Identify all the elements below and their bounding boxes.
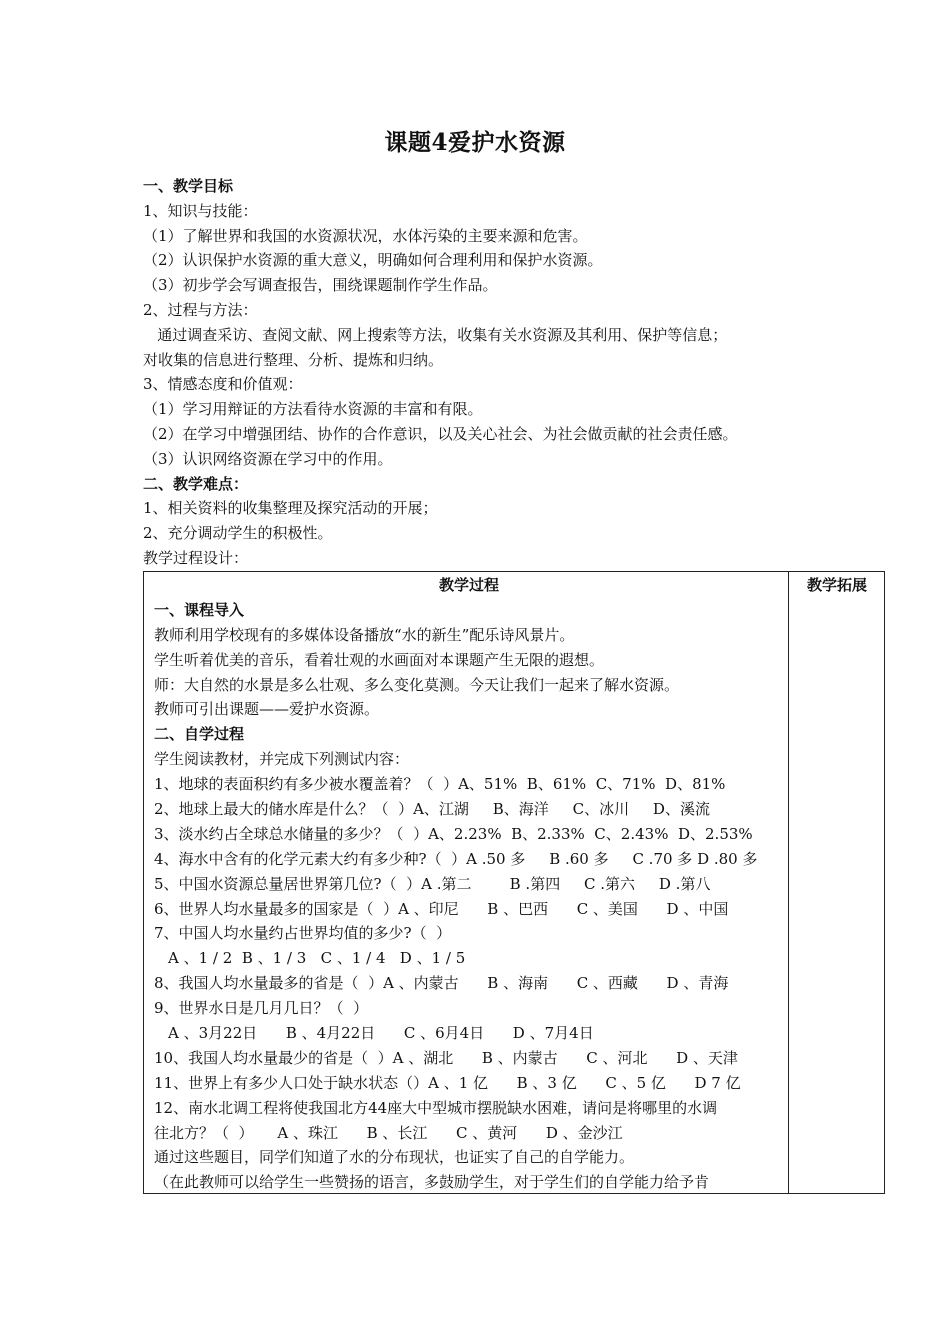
text-line: （2）认识保护水资源的重大意义，明确如何合理利用和保护水资源。: [143, 251, 603, 270]
section-heading: 二、教学难点：: [143, 474, 249, 493]
table-text-line: 11、世界上有多少人口处于缺水状态（）A 、1 亿 B 、3 亿 C 、5 亿 D 7 亿: [154, 1073, 741, 1092]
table-text-line: 6、世界人均水量最多的国家是（ ）A 、印尼 B 、巴西 C 、美国 D 、中国: [154, 899, 729, 918]
table-text-line: 教师可引出课题——爱护水资源。: [154, 700, 380, 719]
table-text-line: 3、淡水约占全球总水储量的多少？（ ）A、2.23% B、2.33% C、2.43% D、2.53%: [154, 824, 753, 843]
text-line: 1、相关资料的收集整理及探究活动的开展；: [143, 499, 438, 518]
table-text-line: 师：大自然的水景是多么壮观、多么变化莫测。今天让我们一起来了解水资源。: [154, 675, 680, 694]
section-heading: 一、教学目标: [143, 177, 234, 195]
table-text-line: 2、地球上最大的储水库是什么？（ ）A、江湖 B、海洋 C、冰川 D、溪流: [154, 800, 710, 819]
teaching-process-column: [154, 573, 784, 1195]
table-text-line: 10、我国人均水量最少的省是（ ）A 、湖北 B 、内蒙古 C 、河北 D 、天津: [154, 1048, 738, 1067]
table-text-line: 学生听着优美的音乐，看着壮观的水画面对本课题产生无限的遐想。: [154, 650, 605, 669]
teaching-extension-column: [790, 573, 884, 598]
table-text-line: 教师利用学校现有的多媒体设备播放“水的新生”配乐诗风景片。: [154, 625, 575, 644]
table-text-line: 学生阅读教材，并完成下列测试内容：: [154, 750, 410, 769]
table-text-line: A 、1 / 2 B 、1 / 3 C 、1 / 4 D 、1 / 5: [168, 949, 466, 968]
table-text-line: 通过这些题目，同学们知道了水的分布现状，也证实了自己的自学能力。: [154, 1148, 635, 1167]
teaching-extension-header: 教学拓展: [806, 576, 867, 594]
table-text-line: 4、海水中含有的化学元素大约有多少种?（ ）A .50 多 B .60 多 C .70 多 D .80 多: [154, 849, 758, 868]
text-line: 3、情感态度和价值观：: [143, 375, 303, 394]
text-line: 通过调查采访、查阅文献、网上搜索等方法，收集有关水资源及其利用、保护等信息；: [143, 325, 728, 344]
page-title: 课题4爱护水资源: [384, 129, 566, 156]
lesson-table: [143, 571, 885, 1194]
table-text-line: A 、3月22日 B 、4月22日 C 、6月4日 D 、7月4日: [168, 1024, 594, 1043]
text-line: 教学过程设计：: [143, 548, 249, 567]
text-line: 对收集的信息进行整理、分析、提炼和归纳。: [143, 350, 444, 369]
text-line: （3）认识网络资源在学习中的作用。: [143, 449, 393, 468]
text-line: （2）在学习中增强团结、协作的合作意识，以及关心社会、为社会做贡献的社会责任感。: [143, 424, 738, 443]
table-text-line: 7、中国人均水量约占世界均值的多少?（ ）: [154, 924, 452, 943]
table-text-line: 12、南水北调工程将使我国北方44座大中型城市摆脱缺水困难，请问是将哪里的水调: [154, 1098, 718, 1117]
text-line: 2、充分调动学生的积极性。: [143, 524, 333, 543]
table-text-line: 1、地球的表面积约有多少被水覆盖着？（ ）A、51% B、61% C、71% D、81%: [154, 775, 726, 794]
table-text-line: 8、我国人均水量最多的省是（ ）A 、内蒙古 B 、海南 C 、西藏 D 、青海: [154, 974, 729, 993]
text-line: （3）初步学会写调查报告，围绕课题制作学生作品。: [143, 276, 498, 295]
table-text-line: 5、中国水资源总量居世界第几位?（ ）A .第二 B .第四 C .第六 D .第八: [154, 874, 711, 893]
table-section-heading: 二、自学过程: [154, 725, 245, 744]
intro-section: [143, 174, 823, 571]
text-line: 1、知识与技能：: [143, 201, 258, 220]
table-column-divider: [788, 572, 789, 1193]
table-text-line: 往北方？（ ） A 、珠江 B 、长江 C 、黄河 D 、金沙江: [154, 1123, 623, 1142]
table-section-heading: 一、课程导入: [154, 600, 245, 619]
text-line: （1）了解世界和我国的水资源状况，水体污染的主要来源和危害。: [143, 226, 588, 245]
table-text-line: （在此教师可以给学生一些赞扬的语言，多鼓励学生，对于学生们的自学能力给予肯: [154, 1173, 710, 1192]
teaching-process-header: 教学过程: [438, 576, 499, 594]
text-line: （1）学习用辩证的方法看待水资源的丰富和有限。: [143, 400, 483, 419]
table-text-line: 9、世界水日是几月几日？（ ）: [154, 999, 369, 1018]
text-line: 2、过程与方法：: [143, 300, 258, 319]
